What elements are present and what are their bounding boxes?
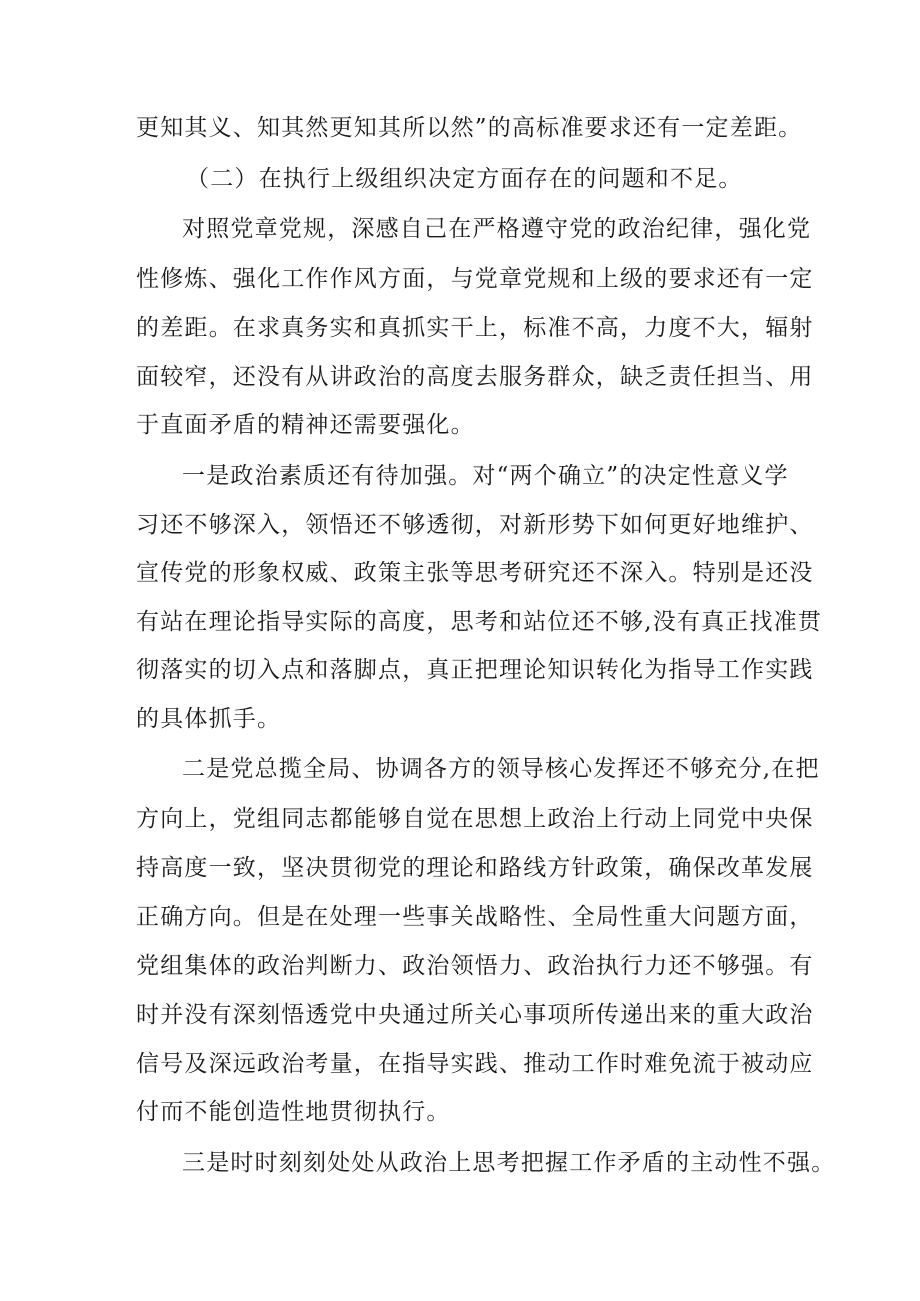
text-line: 时并没有深刻悟透党中央通过所关心事项所传递出来的重大政治 [136,1002,814,1028]
text-line: 于直面矛盾的精神还需要强化。 [136,412,475,438]
text-line: 持高度一致，坚决贯彻党的理论和路线方针政策，确保改革发展 [136,855,814,881]
text-line: 三是时时刻刻处处从政治上思考把握工作矛盾的主动性不强。 [182,1150,836,1176]
text-line: 面较窄，还没有从讲政治的高度去服务群众，缺乏责任担当、用 [136,364,814,390]
text-line: 二是党总揽全局、协调各方的领导核心发挥还不够充分,在把 [182,756,820,782]
text-line: 性修炼、强化工作作风方面，与党章党规和上级的要求还有一定 [136,266,814,292]
text-line: 对照党章党规，深感自己在严格遵守党的政治纪律，强化党 [182,216,812,242]
text-line: 宣传党的形象权威、政策主张等思考研究还不深入。特别是还没 [136,560,814,586]
text-line: 一是政治素质还有待加强。对“两个确立”的决定性意义学 [182,463,789,489]
text-line: 付而不能创造性地贯彻执行。 [136,1099,451,1125]
text-line: 方向上，党组同志都能够自觉在思想上政治上行动上同党中央保 [136,806,814,832]
text-line: 习还不够深入，领悟还不够透彻，对新形势下如何更好地维护、 [136,512,814,538]
text-line: 有站在理论指导实际的高度，思考和站位还不够,没有真正找准贯 [136,609,823,635]
text-line: 党组集体的政治判断力、政治领悟力、政治执行力还不够强。有 [136,953,814,979]
text-line: 的具体抓手。 [136,706,282,732]
text-line: 更知其义、知其然更知其所以然”的高标准要求还有一定差距。 [136,115,803,141]
section-heading: （二）在执行上级组织决定方面存在的问题和不足。 [186,166,743,192]
text-line: 正确方向。但是在处理一些事关战略性、全局性重大问题方面， [136,904,814,930]
text-line: 彻落实的切入点和落脚点，真正把理论知识转化为指导工作实践 [136,657,814,683]
text-line: 信号及深远政治考量，在指导实践、推动工作时难免流于被动应 [136,1051,814,1077]
text-line: 的差距。在求真务实和真抓实干上，标准不高，力度不大，辐射 [136,315,814,341]
